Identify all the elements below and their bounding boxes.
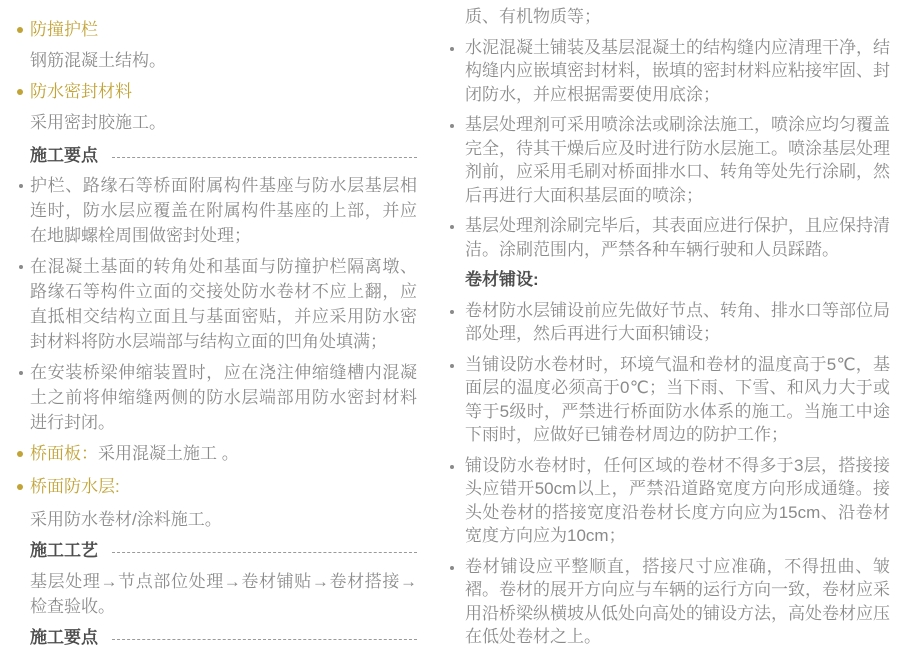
- bullet-item: [16, 173, 417, 248]
- dashed-rule: [112, 639, 417, 640]
- bullet-gutter: [447, 113, 465, 207]
- gray-bullet-icon: [450, 364, 454, 368]
- gray-bullet-icon: [450, 310, 454, 314]
- bullet-gutter: [16, 17, 30, 42]
- bullet-gutter: [16, 474, 30, 499]
- gold-heading-label: 防撞护栏: [30, 20, 98, 39]
- bullet-gutter: [16, 79, 30, 104]
- bullet-text: 护栏、路缘石等桥面附属构件基座与防水层基层相连时，防水层应覆盖在附属构件基座的上部，并应在地脚螺栓周围做密封处理；: [30, 176, 417, 245]
- section-heading-label: 施工要点: [30, 146, 98, 165]
- bullet-item: [16, 254, 417, 354]
- body-text: 采用密封胶施工。: [30, 113, 166, 132]
- bullet-text: 水泥混凝土铺装及基层混凝土的结构缝内应清理干净，结构缝内应嵌填密封材料，嵌填的密封材料应粘接牢固、封闭防水，并应根据需要使用底涂；: [465, 37, 890, 104]
- bullet-text: 在安装桥梁伸缩装置时，应在浇注伸缩缝槽内混凝土之前将伸缩缝两侧的防水层端部用防水密封材料进行封闭。: [30, 363, 417, 432]
- bullet-item: [447, 113, 890, 207]
- gold-bullet-icon: [17, 451, 23, 457]
- column-gap: [417, 0, 447, 641]
- bullet-text: 当铺设防水卷材时，环境气温和卷材的温度高于5℃，基面层的温度必须高于0℃；当下雨、下雪、和风力大于或等于5级时，严禁进行桥面防水体系的施工。当施工中途下雨时，应做好已铺卷材周边的防护工作；: [465, 354, 890, 444]
- bullet-item: [447, 299, 890, 346]
- gray-bullet-icon: [450, 465, 454, 469]
- bullet-gutter: [447, 36, 465, 107]
- left-column: [16, 0, 417, 647]
- bullet-item: [447, 454, 890, 548]
- section-heading: [30, 538, 417, 563]
- gray-bullet-icon: [19, 265, 23, 269]
- bullet-item: [447, 214, 890, 261]
- section-heading-label: 施工要点: [30, 628, 98, 647]
- mixed-body-text: 采用混凝土施工 。: [98, 444, 239, 463]
- gold-heading-label: 桥面防水层:: [30, 477, 120, 496]
- dashed-rule: [112, 552, 417, 553]
- bullet-gutter: [447, 299, 465, 346]
- gold-label: 桥面板：: [30, 444, 98, 463]
- bullet-text: 基层处理剂可采用喷涂法或刷涂法施工，喷涂应均匀覆盖完全，待其干燥后应及时进行防水层施工。喷涂基层处理剂前，应采用毛刷对桥面排水口、转角等处先行涂刷，然后再进行大面积基层面的喷涂；: [465, 115, 890, 205]
- section-heading-label: 施工工艺: [30, 541, 98, 560]
- subsection-heading: 卷材铺设:: [465, 270, 539, 289]
- gray-bullet-icon: [450, 47, 454, 51]
- bullet-text: 卷材铺设应平整顺直，搭接尺寸应准确，不得扭曲、皱褶。卷材的展开方向应与车辆的运行方向一致，卷材应采用沿桥梁纵横坡从低处向高处的铺设方法，高处卷材应压在低处卷材之上。: [465, 556, 890, 646]
- gold-bullet-icon: [17, 484, 23, 490]
- gold-heading-item: [16, 17, 417, 42]
- bullet-text: 铺设防水卷材时，任何区域的卷材不得多于3层，搭接接头应错开50cm以上，严禁沿道路宽度方向形成通缝。接头处卷材的搭接宽度沿卷材长度方向应为15cm、沿卷材宽度方向应为10cm；: [465, 455, 890, 545]
- bullet-gutter: [447, 214, 465, 261]
- section-heading: [30, 625, 417, 650]
- body-text: 基层处理→节点部位处理→卷材铺贴→卷材搭接→检查验收。: [30, 572, 417, 616]
- dashed-rule: [112, 157, 417, 158]
- gray-bullet-icon: [19, 184, 23, 188]
- bullet-text: 卷材防水层铺设前应先做好节点、转角、排水口等部位局部处理，然后再进行大面积铺设；: [465, 300, 890, 343]
- gold-heading-item: [16, 79, 417, 104]
- gold-heading-item: [16, 474, 417, 499]
- body-text: 采用防水卷材/涂料施工。: [30, 510, 222, 529]
- body-text: 钢筋混凝土结构。: [30, 51, 166, 70]
- bullet-text: 基层处理剂涂刷完毕后，其表面应进行保护，且应保持清洁。涂刷范围内，严禁各种车辆行驶和人员踩踏。: [465, 216, 890, 259]
- gold-mixed-item: [16, 441, 417, 466]
- gold-bullet-icon: [17, 27, 23, 33]
- bullet-gutter: [16, 254, 30, 354]
- gold-bullet-icon: [17, 89, 23, 95]
- gray-bullet-icon: [450, 124, 454, 128]
- bullet-text: 在混凝土基面的转角处和基面与防撞护栏隔离墩、路缘石等构件立面的交接处防水卷材不应上翻，应直抵相交结构立面且与基面密贴，并应采用防水密封材料将防水层端部与结构立面的凹角处填满；: [30, 257, 417, 351]
- bullet-gutter: [16, 360, 30, 435]
- gray-bullet-icon: [450, 225, 454, 229]
- bullet-item: [16, 360, 417, 435]
- bullet-gutter: [16, 173, 30, 248]
- mixed-line: [30, 441, 417, 466]
- bullet-item: [447, 36, 890, 107]
- gold-heading-label: 防水密封材料: [30, 82, 132, 101]
- section-heading: [30, 143, 417, 168]
- bullet-gutter: [447, 555, 465, 649]
- gray-bullet-icon: [450, 566, 454, 570]
- right-column: [447, 0, 890, 646]
- bullet-item: [447, 555, 890, 649]
- gray-bullet-icon: [19, 371, 23, 375]
- bullet-gutter: [447, 454, 465, 548]
- bullet-item: [447, 353, 890, 447]
- bullet-gutter: [447, 353, 465, 447]
- continuation-text: 质、有机物质等；: [465, 7, 601, 26]
- bullet-gutter: [16, 441, 30, 466]
